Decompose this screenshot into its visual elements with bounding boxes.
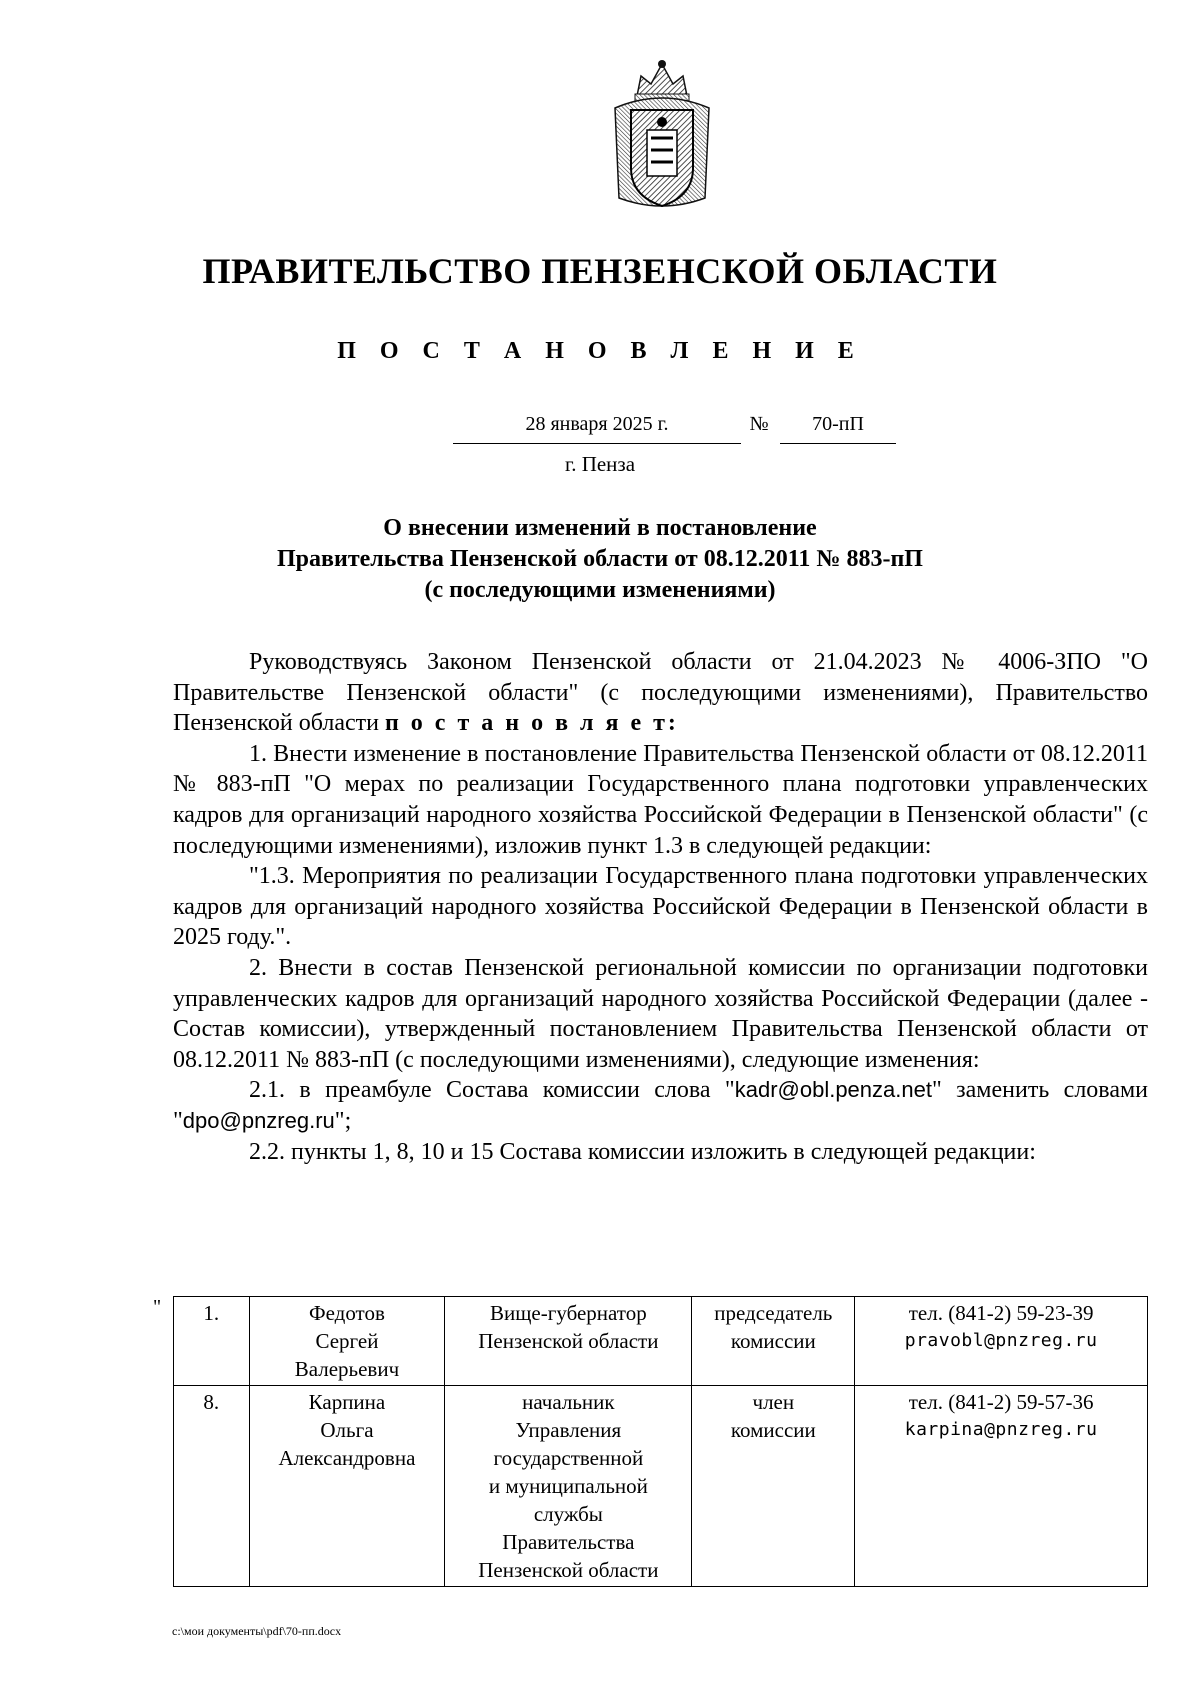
member-position — [445, 1297, 692, 1386]
member-contacts — [855, 1386, 1148, 1587]
decree-city: г. Пенза — [564, 452, 636, 476]
member-phone: тел. (841-2) 59-57-36 — [908, 1390, 1094, 1414]
member-email: pravobl@pnzreg.ru — [904, 1330, 1098, 1351]
new-email: dpo@pnzreg.ru — [182, 1107, 335, 1133]
item-2-paragraph: 2. Внести в состав Пензенской региональной комиссии по организации подготовки управленческих кадров для организаций народного хозяйства Российской Федерации (далее - Состав комиссии), утвержденный постановлением Правительства Пензенской области от 08.12.2011 № 883-пП (с последующими изменениями), следующие изменения: — [173, 954, 1148, 1073]
name-line: Ольга — [320, 1418, 374, 1442]
decree-subject — [0, 513, 1200, 606]
preamble-text: Руководствуясь Законом Пензенской области от 21.04.2023 № 4006-ЗПО "О Правительстве Пензенской области" (с последующими изменениями), Правительство Пензенской области — [173, 649, 1148, 737]
member-name — [249, 1297, 445, 1386]
position-line: Пензенской области — [478, 1329, 659, 1353]
member-name — [249, 1386, 445, 1587]
name-line: Федотов — [309, 1301, 385, 1325]
item-2-1-mid: " заменить словами " — [173, 1077, 1148, 1134]
position-line: Правительства — [502, 1530, 635, 1554]
row-number: 1. — [174, 1297, 250, 1386]
subject-line-3: (с последующими изменениями) — [424, 577, 776, 603]
item-2-1-paragraph — [173, 1075, 1148, 1136]
member-email: karpina@pnzreg.ru — [904, 1419, 1098, 1440]
decree-number: 70-пП — [780, 413, 896, 444]
preamble-paragraph — [173, 647, 1148, 739]
table-open-quote: " — [153, 1296, 162, 1318]
number-sign: № — [749, 413, 769, 435]
name-line: Александровна — [278, 1446, 416, 1470]
item-1-quote-paragraph: "1.3. Мероприятия по реализации Государственного плана подготовки управленческих кадров для организаций народного хозяйства Российской Федерации в Пензенской области в 2025 году.". — [173, 863, 1148, 951]
table-row — [174, 1297, 1148, 1386]
member-contacts — [855, 1297, 1148, 1386]
old-email: kadr@obl.penza.net — [734, 1077, 932, 1103]
member-role — [692, 1297, 855, 1386]
position-line: Вище-губернатор — [490, 1301, 647, 1325]
position-line: государственной — [493, 1446, 644, 1470]
role-line: член — [752, 1390, 795, 1414]
footer-file-path: c:\мои документы\pdf\70-пп.docx — [172, 1624, 342, 1638]
document-type: П О С Т А Н О В Л Е Н И Е — [337, 338, 863, 364]
coat-of-arms-icon — [607, 58, 717, 216]
position-line: Управления — [515, 1418, 622, 1442]
position-line: службы — [533, 1502, 603, 1526]
row-number: 8. — [174, 1386, 250, 1587]
position-line: и муниципальной — [488, 1474, 648, 1498]
position-line: начальник — [522, 1390, 615, 1414]
item-2-1-start: 2.1. в преамбуле Состава комиссии слова " — [249, 1077, 735, 1104]
position-line: Пензенской области — [478, 1558, 659, 1582]
decree-word: п о с т а н о в л я е т: — [384, 710, 679, 737]
name-line: Сергей — [315, 1329, 379, 1353]
member-position — [445, 1386, 692, 1587]
decree-body — [173, 647, 1148, 1167]
member-role — [692, 1386, 855, 1587]
name-line: Карпина — [308, 1390, 386, 1414]
member-phone: тел. (841-2) 59-23-39 — [908, 1301, 1094, 1325]
government-title: ПРАВИТЕЛЬСТВО ПЕНЗЕНСКОЙ ОБЛАСТИ — [202, 251, 998, 291]
role-line: председатель — [714, 1301, 833, 1325]
subject-line-1: О внесении изменений в постановление — [383, 515, 817, 541]
commission-members-table — [173, 1296, 1148, 1587]
item-2-2-paragraph: 2.2. пункты 1, 8, 10 и 15 Состава комиссии изложить в следующей редакции: — [249, 1138, 1036, 1165]
item-1-paragraph: 1. Внести изменение в постановление Правительства Пензенской области от 08.12.2011 № 883-пП "О мерах по реализации Государственного плана подготовки управленческих кадров для организаций народного хозяйства Российской Федерации в Пензенской области" (с последующими изменениями), изложив пункт 1.3 в следующей редакции: — [173, 740, 1148, 859]
decree-date: 28 января 2025 г. — [453, 413, 741, 444]
role-line: комиссии — [730, 1418, 816, 1442]
subject-line-2: Правительства Пензенской области от 08.12.2011 № 883-пП — [277, 546, 923, 572]
role-line: комиссии — [730, 1329, 816, 1353]
table-row — [174, 1386, 1148, 1587]
item-2-1-end: "; — [334, 1107, 352, 1134]
name-line: Валерьевич — [294, 1357, 400, 1381]
